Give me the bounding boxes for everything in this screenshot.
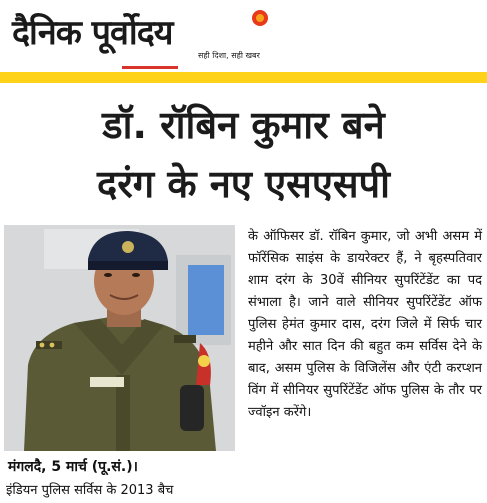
newspaper-tagline: सही दिशा, सही खबर <box>198 51 260 60</box>
caption-lead: इंडियन पुलिस सर्विस के 2013 बैच <box>6 483 174 498</box>
police-officer-icon <box>4 225 235 451</box>
article-body: के ऑफिसर डॉ. रॉबिन कुमार, जो अभी असम में फॉरेंसिक साइंस के डायरेक्टर हैं, ने बृहस्पतिवार शाम दरंग के 30वें सीनियर सुपरिंटेंडेंट का पद संभाला है। जाने वाले सीनियर सुपरिंटेंडेंट ऑफ पुलिस हेमंत कुमार दास, दरंग जिले में सिर्फ चार महीने और सात दिन की बहुत कम सर्विस देने के बाद, असम पुलिस के विजिलेंस और एंटी करप्शन विंग में सीनियर सुपरिंटेंडेंट ऑफ पुलिस के तौर पर ज्वॉइन करेंगे। <box>248 229 482 420</box>
newspaper-name: दैनिक पूर्वोदय <box>12 13 173 53</box>
headline-line-1: डॉ. रॉबिन कुमार बने <box>102 103 385 147</box>
sun-logo-icon <box>252 10 268 26</box>
caption-dateline: मंगलदै, 5 मार्च (पू.सं.)। <box>8 459 138 475</box>
masthead-yellow-bar <box>0 72 487 83</box>
masthead-red-strip <box>122 66 178 69</box>
officer-photo <box>4 225 235 451</box>
masthead <box>0 0 487 78</box>
headline-line-2: दरंग के नए एसएसपी <box>97 162 390 206</box>
